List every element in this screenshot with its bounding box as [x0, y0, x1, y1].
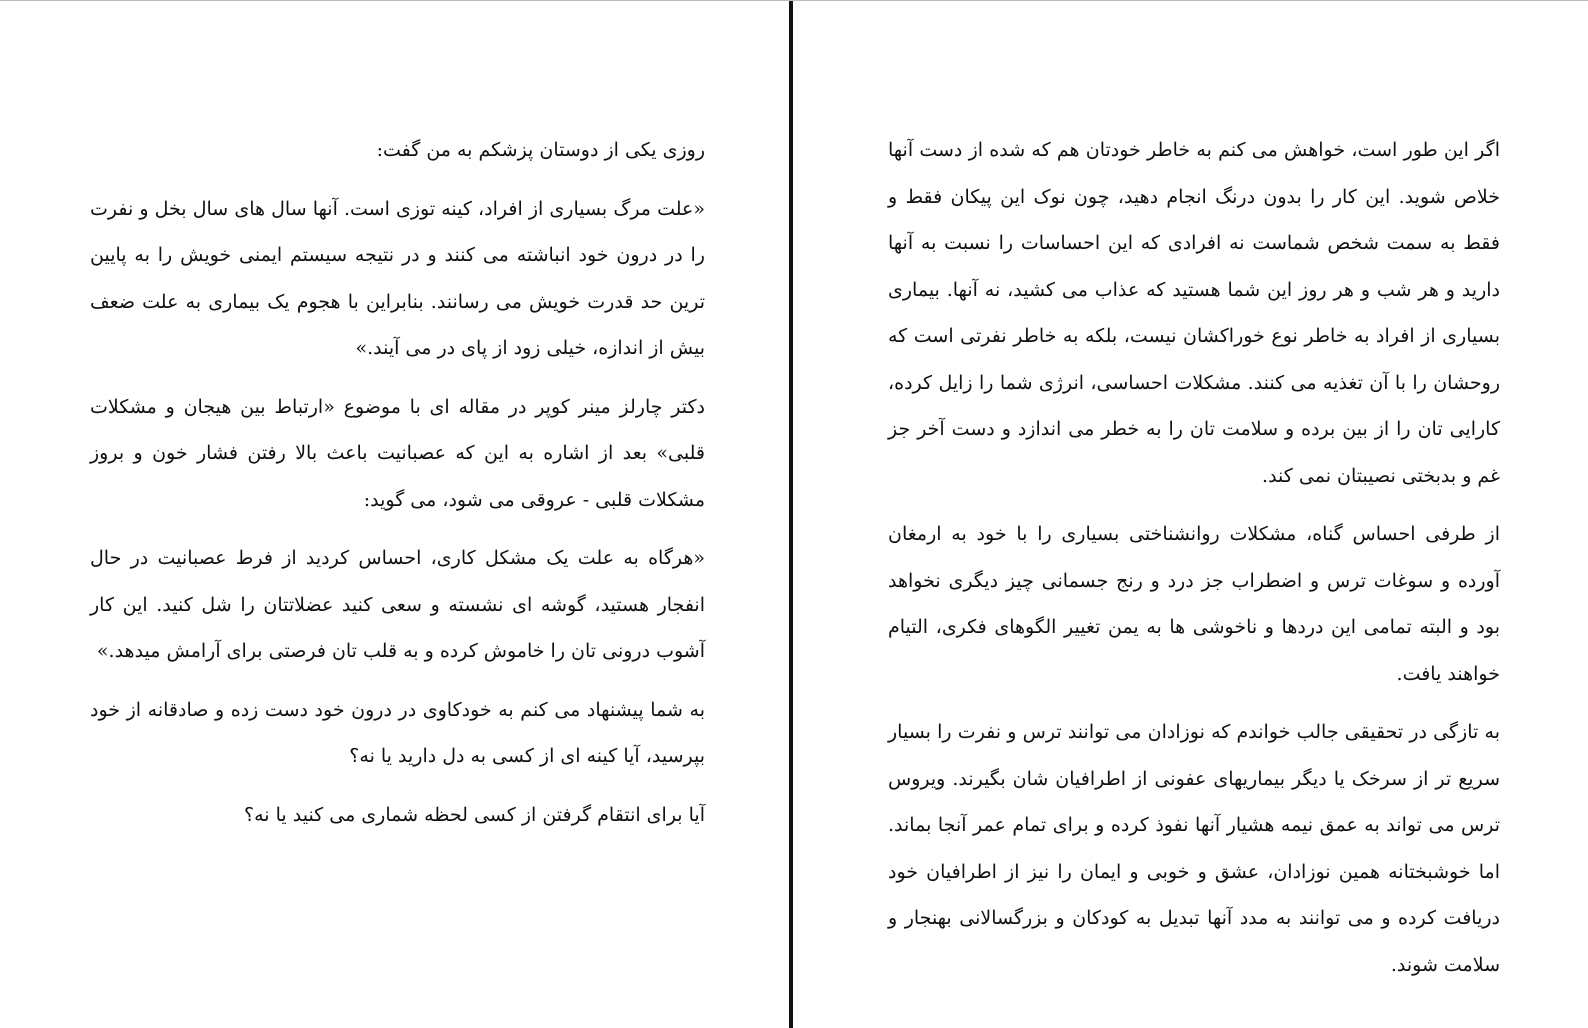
- left-paragraph-1: روزی یکی از دوستان پزشکم به من گفت:: [376, 139, 705, 161]
- right-paragraph-1: اگر این طور است، خواهش می کنم به خاطر خودتان هم که شده از دست آنها خلاص شوید. این کار را بدون درنگ انجام دهید، چون نوک این پیکان فقط و فقط به سمت شخص شماست نه افرادی که این احساسات را نسبت به آنها دارید و هر شب و هر روز این شما هستید که عذاب می کشید، نه آنها. بیماری بسیاری از افراد به خاطر نوع خوراکشان نیست، بلکه به خاطر نفرتی است که روحشان را با آن تغذیه می کنند. مشکلات احساسی، انرژی شما را زایل کرده، کارایی تان را از بین برده و سلامت تان را به خطر می اندازد و دست آخر جز غم و بدبختی نصیبتان نمی کند.: [888, 139, 1500, 487]
- right-paragraph-3: به تازگی در تحقیقی جالب خواندم که نوزادان می توانند ترس و نفرت را بسیار سریع تر از سرخک یا دیگر بیماریهای عفونی از اطرافیان شان بگیرند. ویروس ترس می تواند به عمق نیمه هشیار آنها نفوذ کرده و برای تمام عمر آنجا بماند. اما خوشبختانه همین نوزادان، عشق و خوبی و ایمان را نیز از اطرافیان خود دریافت کرده و می توانند به مدد آنها تبدیل به کودکان و بزرگسالانی بهنجار و سلامت شوند.: [888, 721, 1500, 976]
- left-paragraph-6: آیا برای انتقام گرفتن از کسی لحظه شماری می کنید یا نه؟: [244, 803, 705, 826]
- left-page-text: [90, 127, 705, 850]
- left-paragraph-2: «علت مرگ بسیاری از افراد، کینه توزی است. آنها سال های سال بخل و نفرت را در درون خود انباشته می کنند و در نتیجه سیستم ایمنی خویش را به پایین ترین حد قدرت خویش می رسانند. بنابراین با هجوم یک بیماری به علت ضعف بیش از اندازه، خیلی زود از پای در می آیند.»: [90, 197, 705, 359]
- left-paragraph-5: به شما پیشنهاد می کنم به خودکاوی در درون خود دست زده و صادقانه از خود بپرسید، آیا کینه ای از کسی به دل دارید یا نه؟: [90, 698, 705, 767]
- left-paragraph-4: «هرگاه به علت یک مشکل کاری، احساس کردید از فرط عصبانیت در حال انفجار هستید، گوشه ای نشسته و سعی کنید عضلاتتان را شل کنید. این کار آشوب درونی تان را خاموش کرده و به قلب تان فرصتی برای آرامش میدهد.»: [90, 547, 705, 662]
- right-page-text: [888, 127, 1500, 1000]
- left-page: [0, 1, 790, 1028]
- right-paragraph-2: از طرفی احساس گناه، مشکلات روانشناختی بسیاری را با خود به ارمغان آورده و سوغات ترس و اضطراب جز درد و رنج جسمانی چیز دیگری نخواهد بود و البته تمامی این دردها و ناخوشی ها به یمن تغییر الگوهای فکری، التیام خواهند یافت.: [888, 523, 1500, 685]
- right-page: [795, 1, 1588, 1028]
- left-paragraph-3: دکتر چارلز مینر کوپر در مقاله ای با موضوع «ارتباط بین هیجان و مشکلات قلبی» بعد از اشاره به این که عصبانیت باعث بالا رفتن فشار خون و بروز مشکلات قلبی - عروقی می شود، می گوید:: [90, 395, 705, 511]
- page-gutter-divider: [789, 1, 793, 1028]
